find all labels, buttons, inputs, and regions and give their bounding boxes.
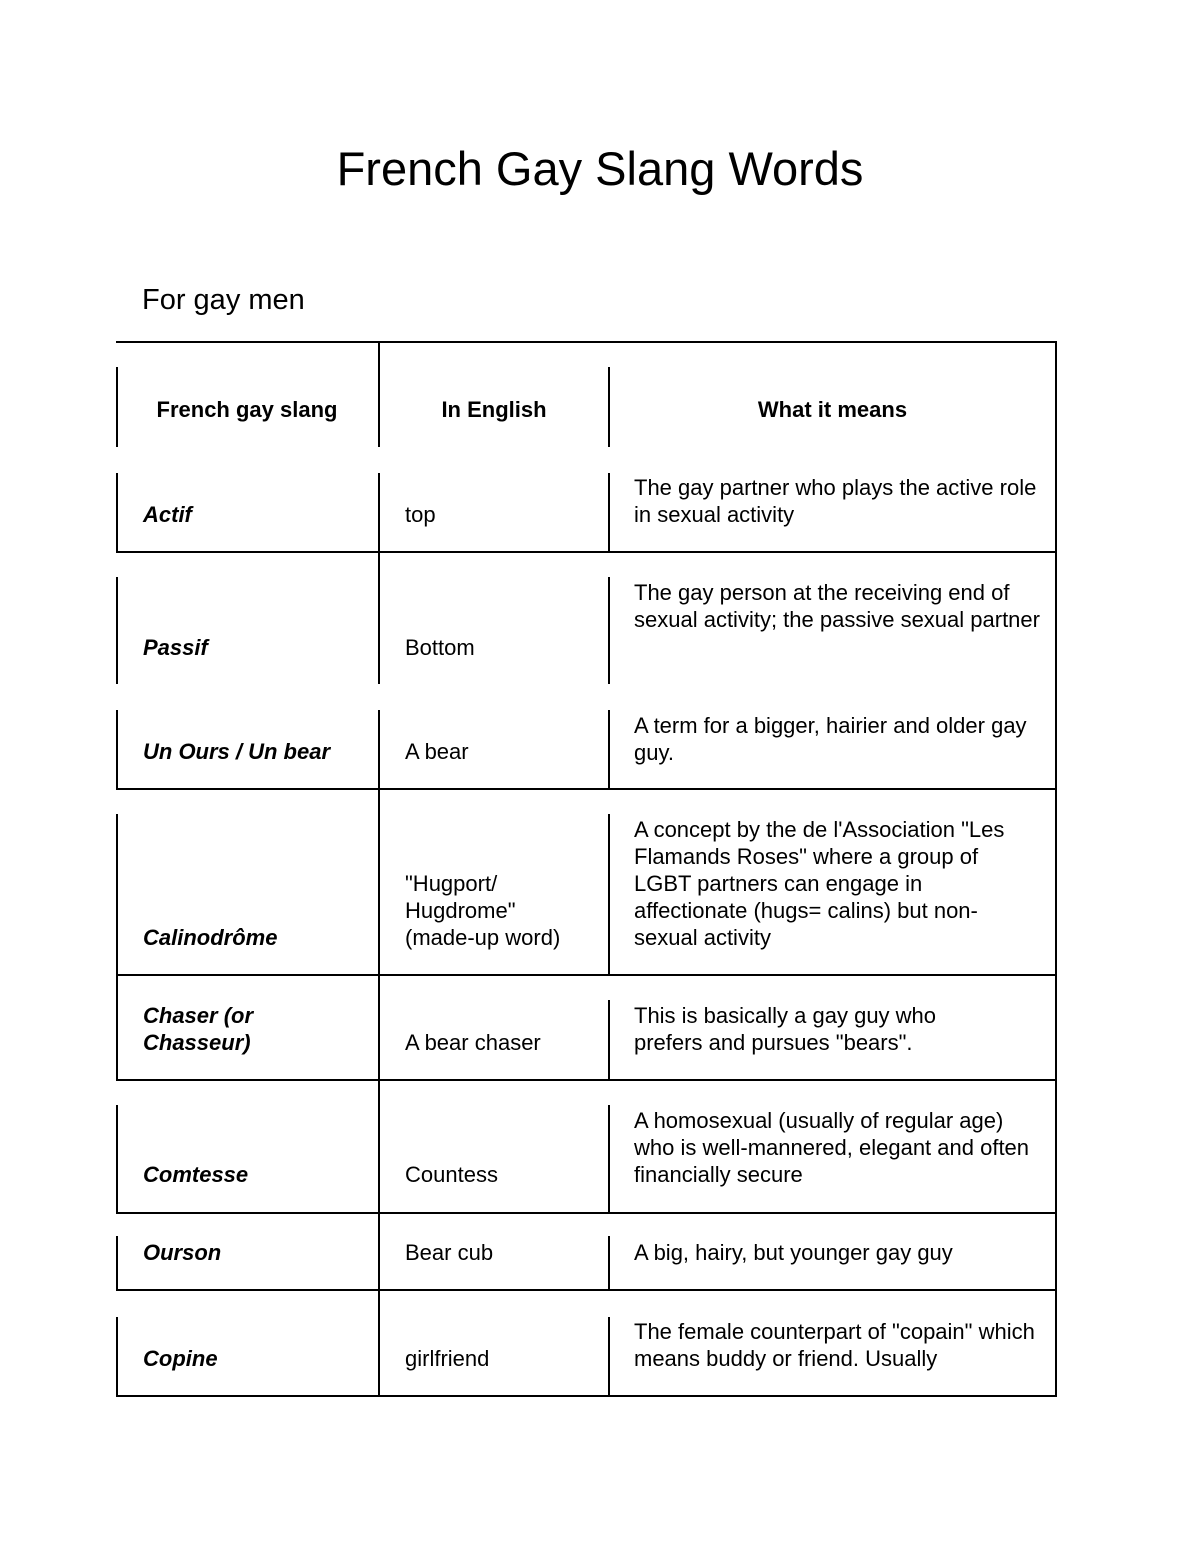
column-line	[608, 1105, 610, 1214]
slang-term: Passif	[143, 635, 208, 660]
english-term: A bear chaser	[405, 1030, 541, 1055]
meaning-text: A big, hairy, but younger gay guy	[634, 1240, 953, 1265]
column-line	[378, 1079, 380, 1214]
meaning-text: The female counterpart of "copain" which means buddy or friend. Usually	[634, 1319, 1035, 1371]
column-line	[378, 1212, 380, 1291]
column-line	[116, 1317, 118, 1397]
english-term: Countess	[405, 1162, 498, 1187]
meaning-text: This is basically a gay guy who prefers and pursues "bears".	[634, 1003, 937, 1055]
slang-term: Copine	[143, 1346, 218, 1371]
english-term: top	[405, 502, 436, 527]
column-line	[116, 1236, 118, 1291]
row-divider	[116, 1289, 1057, 1291]
english-term: A bear	[405, 739, 469, 764]
english-term: Bear cub	[405, 1240, 494, 1265]
column-line	[116, 473, 118, 553]
row-divider	[116, 551, 1057, 553]
table-bottom-border	[116, 1395, 1057, 1397]
english-term: Bottom	[405, 635, 475, 660]
column-line	[608, 577, 610, 684]
column-line	[378, 1289, 380, 1397]
column-line	[608, 1236, 610, 1291]
column-line	[116, 974, 118, 1081]
meaning-text: A term for a bigger, hairier and older gay guy.	[634, 713, 1027, 765]
slang-term: Un Ours / Un bear	[143, 739, 331, 764]
meaning-text: A homosexual (usually of regular age) who is well-mannered, elegant and often financially secure	[634, 1108, 1030, 1187]
row-divider	[116, 788, 1057, 790]
english-term: girlfriend	[405, 1346, 490, 1371]
meaning-text: The gay person at the receiving end of sexual activity; the passive sexual partner	[634, 580, 1040, 632]
row-divider	[116, 1079, 1057, 1081]
table-top-border	[116, 341, 1057, 343]
header-what-it-means: What it means	[757, 397, 908, 422]
slang-table	[116, 341, 1057, 1398]
column-line	[116, 710, 118, 790]
column-line	[608, 814, 610, 976]
row-divider	[116, 974, 1057, 976]
column-line	[378, 710, 380, 790]
slang-term: Actif	[143, 502, 192, 527]
column-line	[378, 551, 380, 684]
column-line	[378, 341, 380, 447]
column-line	[116, 577, 118, 684]
english-term: "Hugport/ Hugdrome" (made-up word)	[405, 871, 561, 950]
page-title: French Gay Slang Words	[336, 142, 864, 195]
column-line	[378, 473, 380, 553]
slang-term: Ourson	[143, 1240, 222, 1265]
header-in-english: In English	[441, 397, 547, 422]
slang-term: Comtesse	[143, 1162, 249, 1187]
column-line	[608, 710, 610, 790]
column-line	[608, 473, 610, 553]
header-french-slang: French gay slang	[156, 397, 338, 422]
table-right-border	[1055, 341, 1057, 1397]
meaning-text: A concept by the de l'Association "Les Flamands Roses" where a group of LGBT partners can engage in affectionate (hugs= calins) but non-sexual activity	[634, 817, 1005, 950]
section-heading: For gay men	[142, 284, 305, 316]
row-divider	[116, 1212, 1057, 1214]
column-line	[608, 1317, 610, 1397]
column-line	[378, 974, 380, 1081]
slang-term: Calinodrôme	[143, 925, 278, 950]
column-line	[116, 814, 118, 976]
meaning-text: The gay partner who plays the active role in sexual activity	[634, 475, 1037, 527]
column-line	[378, 788, 380, 976]
slang-term: Chaser (or Chasseur)	[143, 1003, 254, 1055]
column-line	[608, 1000, 610, 1081]
column-line	[116, 1105, 118, 1214]
